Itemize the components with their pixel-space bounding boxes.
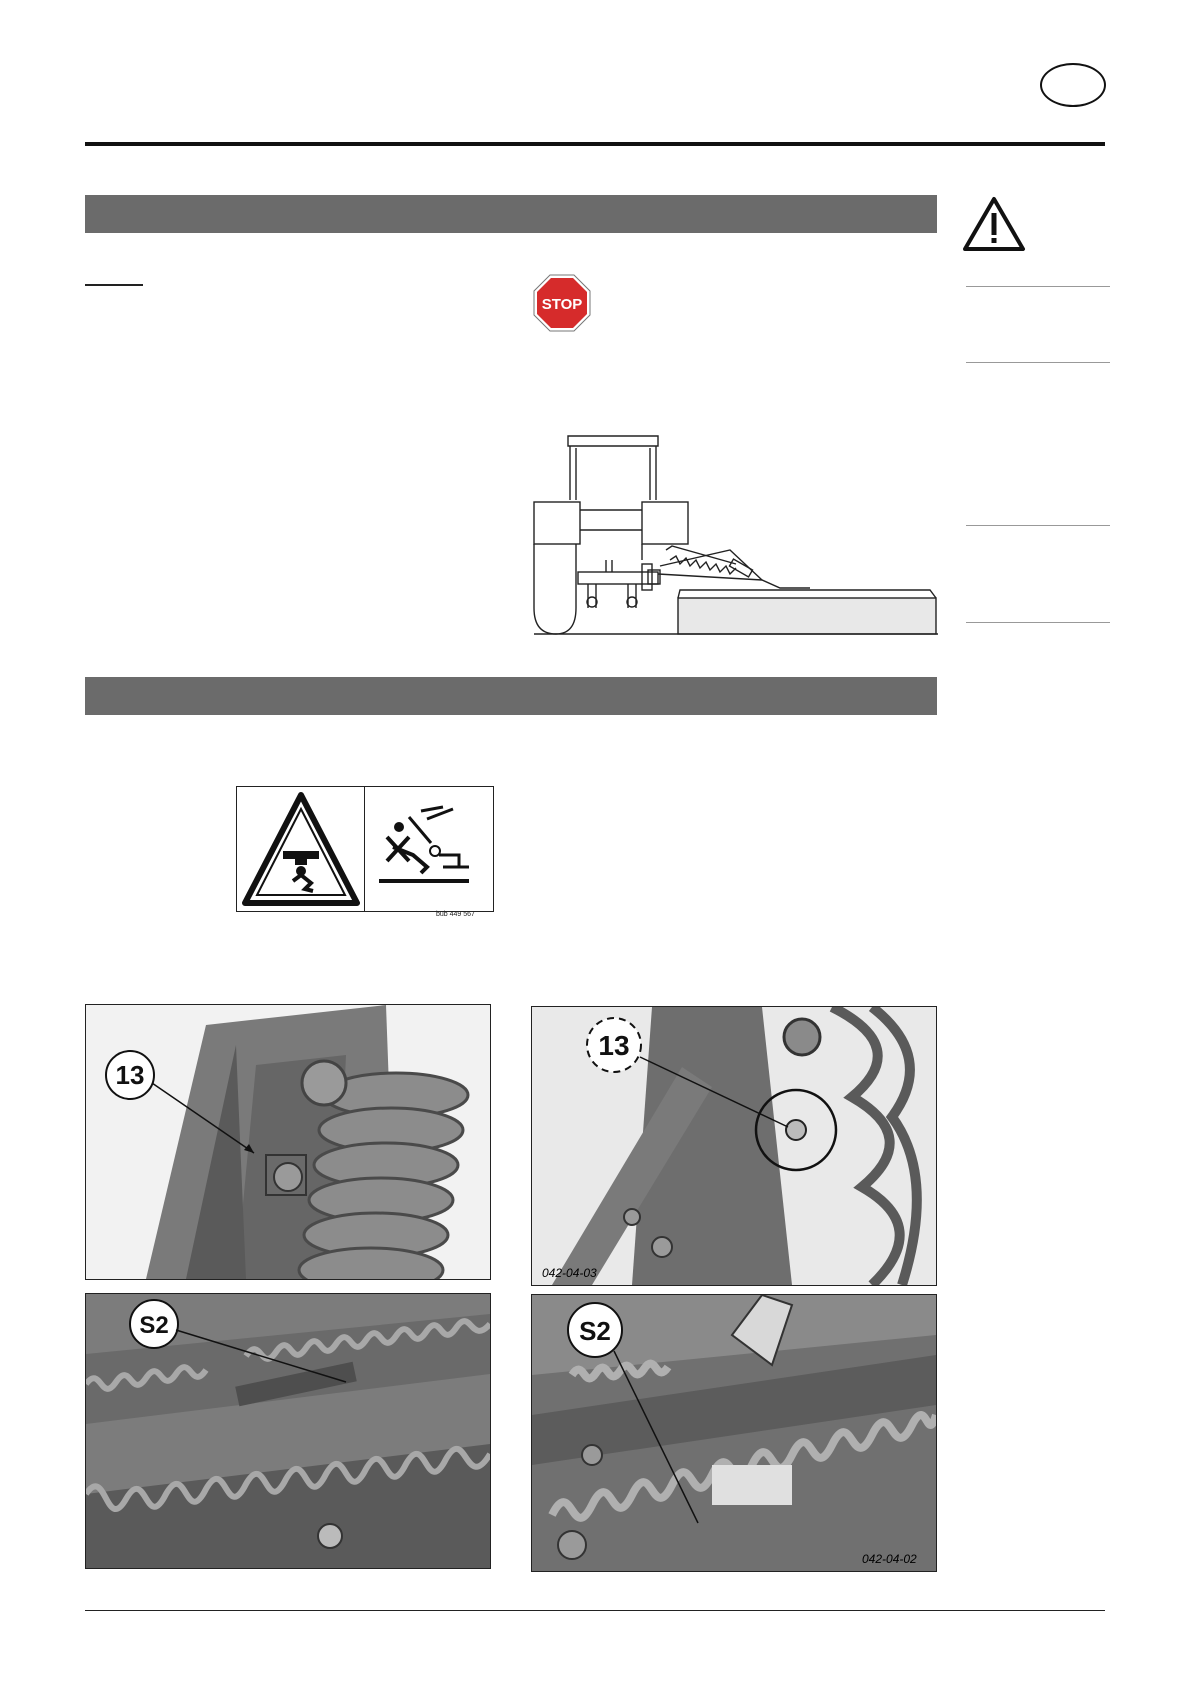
photo-caption: 042-04-02 [862,1552,917,1566]
tractor-mower-diagram [530,430,940,638]
header-rule [85,142,1105,146]
callout-label: 13 [598,1030,630,1061]
photo-stop-pin-1 [85,1004,491,1280]
photo-s2-switch-2 [531,1294,937,1572]
note-underline [85,284,143,286]
photo-stop-pin-2 [531,1006,937,1286]
crush-hazard-warning-icon [241,791,361,907]
side-rule [966,362,1110,363]
sticker-code: bub 449 567 [436,911,475,918]
side-rule [966,286,1110,287]
keep-distance-pictogram [369,797,489,901]
callout-label: S2 [579,1316,611,1346]
side-rule [966,622,1110,623]
section-header-bar-2 [85,677,937,715]
callout-label: 13 [115,1060,145,1090]
warning-triangle-icon [962,196,1026,252]
side-rule [966,525,1110,526]
photo-s2-switch-1 [85,1293,491,1569]
callout-label: S2 [139,1312,169,1339]
photo-caption: 042-04-03 [542,1266,597,1280]
footer-rule [85,1610,1105,1611]
stop-sign-label: STOP [541,296,583,313]
language-oval [1040,63,1106,107]
safety-sticker [236,786,494,912]
stop-sign-icon [532,273,592,333]
section-header-bar-1 [85,195,937,233]
